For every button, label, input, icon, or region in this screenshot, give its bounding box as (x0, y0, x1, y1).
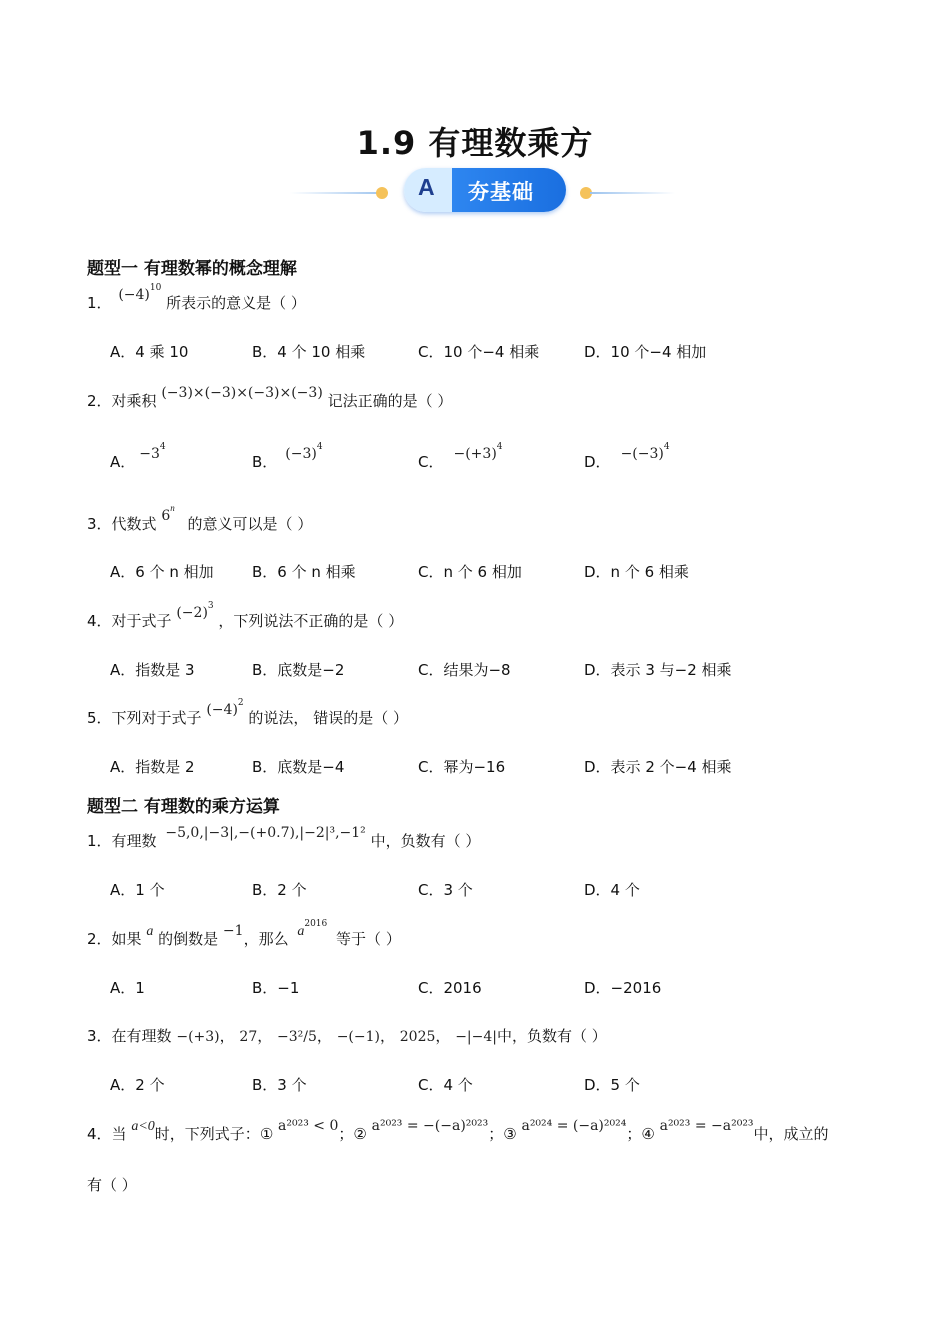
s1q5-option-b[interactable]: B．底数是−4 (252, 758, 345, 776)
s1q1-option-d[interactable]: D．10 个−4 相加 (584, 343, 707, 361)
s1q3-option-a[interactable]: A．6 个 n 相加 (110, 563, 214, 581)
s2q1-option-d[interactable]: D．4 个 (584, 881, 640, 899)
s1-question-3: 3．代数式 6$^n$ 的意义可以是（ ） (87, 503, 313, 533)
s2q2-option-b[interactable]: B．−1 (252, 979, 300, 997)
s1q4-option-b[interactable]: B．底数是−2 (252, 661, 345, 679)
banner-pill (404, 168, 566, 212)
section1-heading: 题型一 有理数幂的概念理解 (87, 259, 297, 279)
section2-heading: 题型二 有理数的乘方运算 (87, 797, 280, 817)
banner-line-right (590, 192, 675, 194)
banner-line-left (290, 192, 385, 194)
s2q1-option-a[interactable]: A．1 个 (110, 881, 165, 899)
s2q2-option-d[interactable]: D．−2016 (584, 979, 662, 997)
banner-dot-left (376, 187, 388, 199)
s2q2-option-a[interactable]: A．1 (110, 979, 145, 997)
s1q1-option-a[interactable]: A．4 乘 10 (110, 343, 189, 361)
s2q1-option-c[interactable]: C．3 个 (418, 881, 473, 899)
s1q3-option-c[interactable]: C．n 个 6 相加 (418, 563, 522, 581)
q1-expr: $(-4)^{10}$ (118, 283, 162, 303)
s2q3-option-c[interactable]: C．4 个 (418, 1076, 473, 1094)
s2-question-3: 3．在有理数 −(+3)， 27， −3²/5， −(−1)， 2025， −|−4|中，负数有（ ） (87, 1027, 607, 1045)
q5-expr: $(-4)^2$ (206, 698, 244, 718)
s1q3-option-d[interactable]: D．n 个 6 相乘 (584, 563, 689, 581)
q3-expr: 6$^n$ (161, 503, 175, 524)
page-title: 1.9 有理数乘方 (356, 124, 594, 162)
s1q1-option-b[interactable]: B．4 个 10 相乘 (252, 343, 366, 361)
s1q5-option-c[interactable]: C．幂为−16 (418, 758, 506, 776)
s1-question-1: 1． $(-4)^{10}$ 所表示的意义是（ ） (87, 283, 306, 312)
s2q3-option-a[interactable]: A．2 个 (110, 1076, 165, 1094)
banner-label: 夯基础 (468, 180, 534, 204)
s1q2-option-a[interactable]: A． $-3^4$ (110, 442, 166, 471)
s1q5-option-d[interactable]: D．表示 2 个−4 相乘 (584, 758, 732, 776)
s2q1-expr: −5,0,|−3|,−(+0.7),|−2|³,−1² (165, 825, 366, 841)
s1q4-option-a[interactable]: A．指数是 3 (110, 661, 195, 679)
s1q4-option-d[interactable]: D．表示 3 与−2 相乘 (584, 661, 732, 679)
s2-question-2: 2．如果 a 的倒数是 −1，那么 $a^{2016}$ 等于（ ） (87, 919, 401, 948)
q4-expr: $(-2)^3$ (176, 601, 214, 621)
s2q3-option-b[interactable]: B．3 个 (252, 1076, 307, 1094)
q2-expr: (−3)×(−3)×(−3)×(−3) (161, 385, 323, 401)
s2q2-option-c[interactable]: C．2016 (418, 979, 482, 997)
section-banner (290, 168, 675, 212)
s2q4-line2: 有（ ） (87, 1176, 137, 1194)
s2-question-4: 4．当 a<0时，下列式子：① a²⁰²³ < 0；② a²⁰²³ = −(−a)²⁰²³；③ a²⁰²⁴ = (−a)²⁰²⁴；④ a²⁰²³ = −a²⁰²³中，成立的 (87, 1118, 829, 1143)
s2q3-option-d[interactable]: D．5 个 (584, 1076, 640, 1094)
s1-question-4: 4．对于式子 $(-2)^3$ ，下列说法不正确的是（ ） (87, 601, 404, 630)
s1q1-option-c[interactable]: C．10 个−4 相乘 (418, 343, 540, 361)
s2q1-option-b[interactable]: B．2 个 (252, 881, 307, 899)
s1q2-option-b[interactable]: B． $(-3)^4$ (252, 442, 323, 471)
s1q2-option-d[interactable]: D． $-(-3)^4$ (584, 442, 670, 471)
s1q2-option-c[interactable]: C． $-(+3)^4$ (418, 442, 503, 471)
s1q3-option-b[interactable]: B．6 个 n 相乘 (252, 563, 356, 581)
s1q4-option-c[interactable]: C．结果为−8 (418, 661, 511, 679)
s1-question-2: 2．对乘积 (−3)×(−3)×(−3)×(−3) 记法正确的是（ ） (87, 385, 453, 410)
banner-letter: A (418, 174, 435, 200)
s1-question-5: 5．下列对于式子 $(-4)^2$ 的说法， 错误的是（ ） (87, 698, 408, 727)
s2-question-1: 1．有理数 −5,0,|−3|,−(+0.7),|−2|³,−1² 中，负数有（ ） (87, 825, 481, 850)
s1q5-option-a[interactable]: A．指数是 2 (110, 758, 195, 776)
